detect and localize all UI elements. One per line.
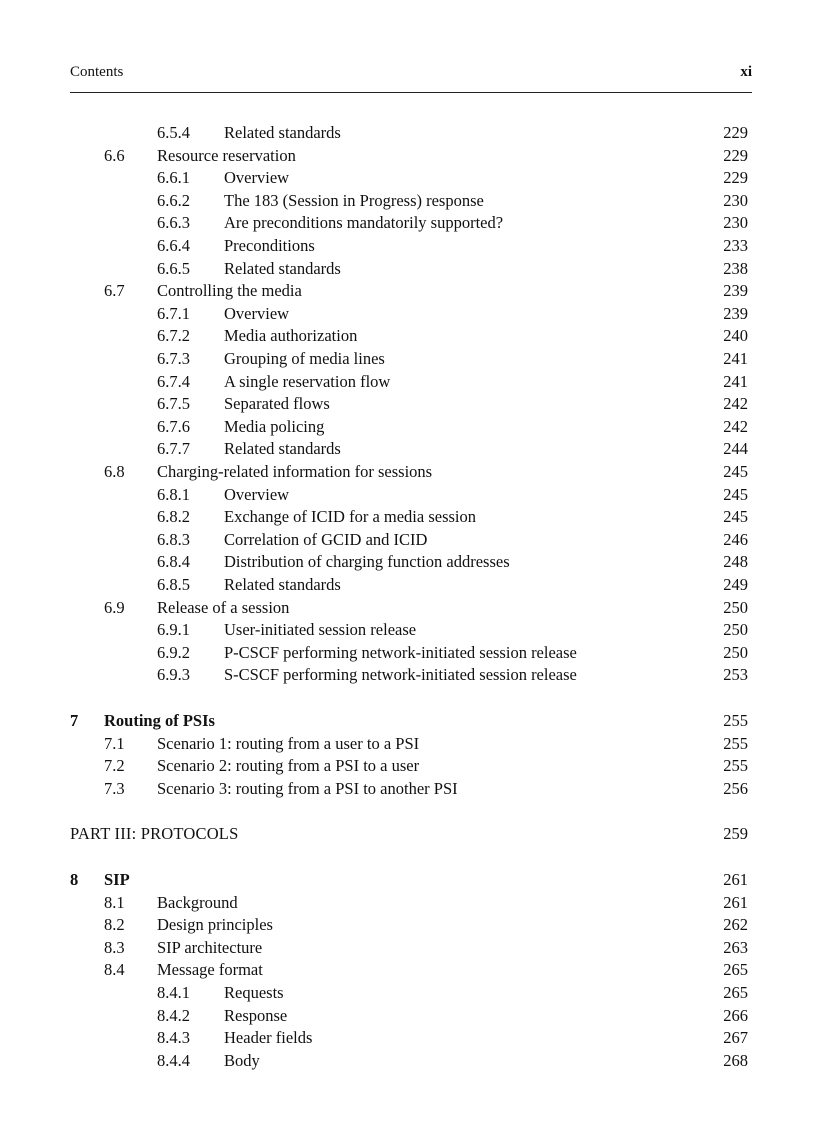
toc-section-number: 6.6.4 [157,236,190,255]
toc-section-title: Scenario 1: routing from a user to a PSI [157,733,420,753]
toc-section-title: Media authorization [224,326,358,346]
toc-page-number: 255 [723,711,748,730]
toc-page-number: 242 [723,416,748,436]
toc-entry[interactable] [0,755,816,777]
toc-section-title: Overview [224,484,290,504]
toc-section-number: 8.4 [104,960,125,980]
toc-section-number: 6.8.4 [157,552,190,572]
toc-entry[interactable] [0,416,816,438]
toc-section-number: 6.7.5 [157,394,190,414]
toc-section-number: 6.7.2 [157,326,190,346]
toc-page-number: 259 [723,824,748,844]
toc-section-number: 6.7.1 [157,303,190,323]
toc-entry[interactable] [0,778,816,800]
toc-entry[interactable] [0,371,816,393]
toc-section-number: 6.8.3 [157,529,190,549]
toc-page-number: 229 [723,123,748,142]
toc-entry[interactable] [0,982,816,1004]
toc-section-title: A single reservation flow [224,371,391,391]
toc-section-number: 8.4.1 [157,983,190,1002]
toc-section-title: Grouping of media lines [224,349,385,368]
toc-entry[interactable] [0,1027,816,1049]
toc-section-title: Related standards [224,439,341,459]
toc-page-number: 261 [723,892,748,912]
toc-entry[interactable] [0,212,816,234]
toc-page-number: 241 [723,371,748,391]
toc-entry[interactable] [0,145,816,167]
toc-section-title: Exchange of ICID for a media session [224,507,477,527]
header-page-number: xi [740,64,752,80]
toc-entry[interactable] [0,664,816,686]
toc-page-number: 261 [723,870,748,889]
toc-section-title: Correlation of GCID and ICID [224,529,428,549]
toc-entry[interactable] [0,506,816,528]
toc-entry[interactable] [0,167,816,189]
toc-section-number: 6.8.5 [157,575,190,594]
toc-section-number: 6.9.2 [157,642,190,662]
toc-section-number: 6.6.1 [157,168,190,188]
toc-page-number: 262 [723,915,748,935]
toc-section-number: 8.2 [104,915,125,935]
toc-page-number: 268 [723,1050,748,1070]
toc-entry[interactable] [0,1050,816,1072]
toc-section-title: SIP architecture [157,937,263,957]
toc-section-number: 6.6.2 [157,190,190,210]
toc-page-number: 255 [723,733,748,753]
toc-page-number: 245 [723,462,748,481]
toc-entry[interactable] [0,710,816,732]
toc-section-number: 8 [70,870,79,889]
toc-section-number: 7.1 [104,733,125,753]
toc-section-title: Requests [224,983,284,1002]
toc-page-number: 253 [723,665,748,685]
toc-entry[interactable] [0,551,816,573]
toc-entry[interactable] [0,823,816,845]
toc-page-number: 230 [723,213,748,233]
toc-section-number: 7 [70,711,79,730]
toc-page-number: 238 [723,258,748,278]
toc-entry[interactable] [0,959,816,981]
toc-page-number: 245 [723,484,748,504]
toc-page-number: 229 [723,145,748,165]
toc-section-title: Scenario 3: routing from a PSI to another PSI [157,778,458,798]
toc-entry[interactable] [0,733,816,755]
toc-entry[interactable] [0,235,816,257]
toc-entry[interactable] [0,869,816,891]
toc-section-title: Message format [157,960,263,980]
toc-page-number: 230 [723,190,748,210]
toc-page-number: 240 [723,326,748,346]
toc-page-number: 242 [723,394,748,414]
toc-section-title: Charging-related information for sessions [157,462,433,481]
toc-page-number: 244 [723,439,748,459]
toc-entry[interactable] [0,190,816,212]
toc-entry[interactable] [0,529,816,551]
toc-section-number: 6.9 [104,597,125,617]
toc-section-title: SIP [104,870,130,889]
toc-section-title: Related standards [224,123,341,142]
toc-section-title: Design principles [157,915,273,935]
toc-section-number: 6.9.3 [157,665,190,685]
toc-section-title: Response [224,1005,288,1025]
toc-section-title: Related standards [224,258,341,278]
toc-section-title: Overview [224,168,290,188]
toc-section-title: Routing of PSIs [104,711,215,730]
toc-section-number: 8.4.2 [157,1005,190,1025]
header-title: Contents [70,64,124,80]
toc-section-title: Scenario 2: routing from a PSI to a user [157,756,420,776]
toc-section-title: Header fields [224,1028,313,1048]
toc-page-number: 250 [723,642,748,662]
toc-entry[interactable] [0,484,816,506]
toc-page-number: 265 [723,960,748,980]
toc-entry[interactable] [0,461,816,483]
toc-section-title: Related standards [224,575,341,594]
toc-page-number: 263 [723,937,748,957]
toc-section-title: Background [157,892,238,912]
toc-page-number: 248 [723,552,748,572]
toc-section-number: 6.9.1 [157,620,190,640]
toc-section-title: Distribution of charging function addresses [224,552,510,572]
toc-entry[interactable] [0,258,816,280]
toc-section-number: 6.5.4 [157,123,190,142]
toc-entry[interactable] [0,597,816,619]
toc-page-number: 250 [723,597,748,617]
toc-entry[interactable] [0,574,816,596]
toc-page-number: 267 [723,1028,748,1048]
header-rule [70,92,752,93]
toc-page-number: 241 [723,349,748,368]
toc-section-title: Controlling the media [157,281,302,301]
toc-section-title: Release of a session [157,597,290,617]
running-header [70,64,752,81]
toc-entry[interactable] [0,1005,816,1027]
toc-page-number: 245 [723,507,748,527]
toc-part-title: PART III: PROTOCOLS [70,824,239,844]
toc-section-title: Separated flows [224,394,330,414]
toc-section-number: 6.8 [104,462,125,481]
toc-entry[interactable] [0,642,816,664]
toc-section-number: 6.7.7 [157,439,190,459]
toc-section-number: 8.1 [104,892,125,912]
toc-page-number: 250 [723,620,748,640]
toc-section-number: 6.8.2 [157,507,190,527]
toc-page-number: 233 [723,236,748,255]
toc-section-title: P-CSCF performing network-initiated session release [224,642,577,662]
toc-section-number: 6.7.6 [157,416,190,436]
toc-entry[interactable] [0,122,816,144]
toc-section-title: Resource reservation [157,145,296,165]
toc-section-number: 8.4.4 [157,1050,190,1070]
toc-section-number: 8.3 [104,937,125,957]
toc-page-number: 249 [723,575,748,594]
toc-section-number: 6.6 [104,145,125,165]
toc-entry[interactable] [0,438,816,460]
toc-entry[interactable] [0,280,816,302]
toc-page-number: 229 [723,168,748,188]
toc-entry[interactable] [0,393,816,415]
toc-section-number: 6.8.1 [157,484,190,504]
toc-section-number: 6.6.5 [157,258,190,278]
toc-section-title: Overview [224,303,290,323]
toc-page-number: 239 [723,281,748,301]
toc-section-title: Body [224,1050,260,1070]
toc-section-title: Media policing [224,416,325,436]
toc-section-number: 7.3 [104,778,125,798]
toc-section-title: The 183 (Session in Progress) response [224,190,484,210]
toc-section-number: 6.7.3 [157,349,190,368]
toc-page-number: 246 [723,529,748,549]
toc-page-number: 256 [723,778,748,798]
toc-entry[interactable] [0,892,816,914]
toc-section-number: 6.7 [104,281,125,301]
toc-entry[interactable] [0,325,816,347]
toc-section-number: 6.7.4 [157,371,190,391]
toc-page-number: 239 [723,303,748,323]
toc-section-title: Preconditions [224,236,315,255]
toc-section-number: 8.4.3 [157,1028,190,1048]
toc-entry[interactable] [0,303,816,325]
toc-entry[interactable] [0,914,816,936]
toc-page-number: 266 [723,1005,748,1025]
toc-section-title: Are preconditions mandatorily supported? [224,213,504,233]
toc-section-number: 7.2 [104,756,125,776]
toc-page-number: 265 [723,983,748,1002]
toc-entry[interactable] [0,937,816,959]
toc-section-title: User-initiated session release [224,620,417,640]
toc-section-title: S-CSCF performing network-initiated session release [224,665,577,685]
toc-section-number: 6.6.3 [157,213,190,233]
toc-page-number: 255 [723,756,748,776]
toc-entry[interactable] [0,619,816,641]
toc-entry[interactable] [0,348,816,370]
